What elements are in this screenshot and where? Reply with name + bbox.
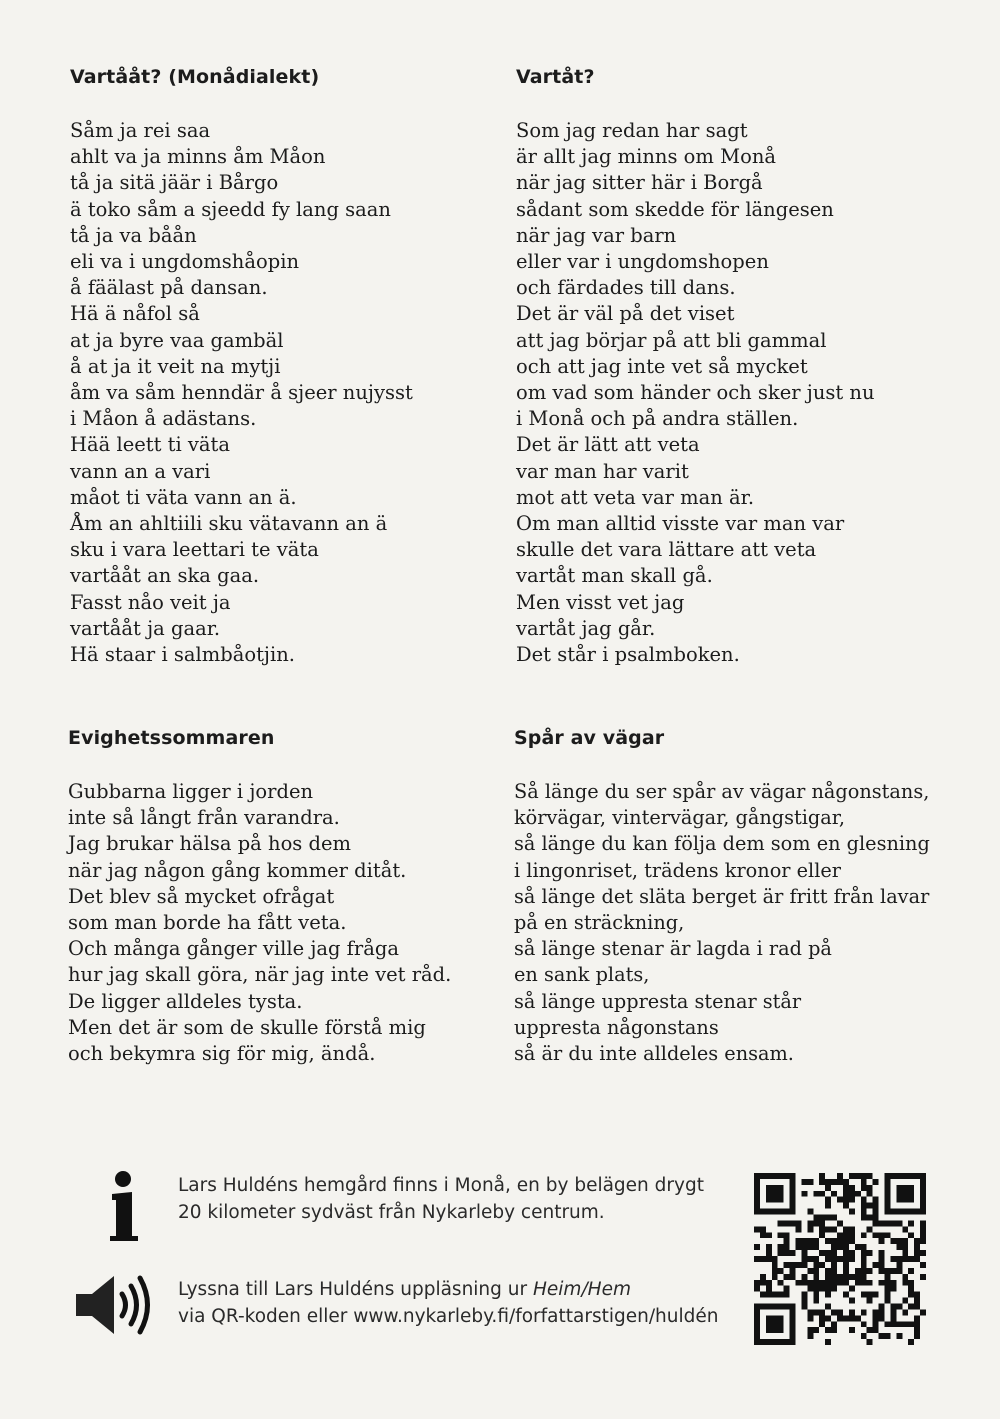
poem-line: tå ja sitä jäär i Bårgo: [70, 171, 279, 195]
poem-line: i lingonriset, trädens kronor eller: [514, 858, 842, 882]
poem-line: Det är väl på det viset: [516, 302, 735, 326]
poem-line: när jag någon gång kommer ditåt.: [68, 858, 407, 882]
poem-line: är allt jag minns om Monå: [516, 145, 777, 169]
poem-vartaat-dialect: [70, 64, 500, 668]
poem-line: sku i vara leettari te väta: [70, 538, 319, 562]
poem-line: så länge du kan följa dem som en glesning: [514, 832, 930, 856]
poem-title: Vartååt? (Monådialekt): [70, 66, 320, 88]
poem-line: skulle det vara lättare att veta: [516, 538, 817, 562]
poem-line: Så länge du ser spår av vägar någonstans,: [514, 780, 930, 803]
poem-line: Gubbarna ligger i jorden: [68, 780, 314, 803]
poem-line: Hää leett ti väta: [70, 433, 231, 457]
poem-title: Evighetssommaren: [68, 727, 275, 749]
poem-line: inte så långt från varandra.: [68, 806, 340, 830]
info-line: 20 kilometer sydväst från Nykarleby centrum.: [178, 1202, 605, 1223]
poem-title: Vartåt?: [516, 66, 595, 88]
poem-line: ä toko såm a sjeedd fy lang saan: [70, 197, 391, 221]
poem-body: [514, 779, 944, 1067]
poem-line: i Måon å adästans.: [70, 407, 257, 431]
poem-line: at ja byre vaa gambäl: [70, 328, 284, 352]
poem-line: Åm an ahltiili sku vätavann an ä: [70, 512, 388, 536]
poem-line: vann an a vari: [70, 459, 211, 483]
poem-line: Som jag redan har sagt: [516, 119, 748, 142]
poem-body: [516, 118, 946, 668]
poem-spar-av-vagar: [514, 725, 944, 1067]
audio-line-prefix: Lyssna till Lars Huldéns uppläsning ur: [178, 1279, 533, 1300]
poem-line: eller var i ungdomshopen: [516, 250, 769, 274]
poem-evighetssommaren: [68, 725, 498, 1067]
poem-line: å at ja it veit na mytji: [70, 354, 281, 378]
poem-line: Hä staar i salmbåotjin.: [70, 643, 295, 667]
poem-line: en sank plats,: [514, 963, 650, 987]
poem-line: vartåt man skall gå.: [516, 564, 713, 588]
poem-line: eli va i ungdomshåopin: [70, 250, 300, 274]
qr-code[interactable]: [754, 1173, 926, 1345]
audio-line: [178, 1276, 719, 1303]
poem-line: så länge stenar är lagda i rad på: [514, 937, 832, 961]
poem-line: Det blev så mycket ofrågat: [68, 884, 335, 908]
poem-body: [70, 118, 500, 668]
poem-line: Det är lätt att veta: [516, 433, 700, 457]
poem-line: hur jag skall göra, när jag inte vet råd.: [68, 963, 452, 987]
poem-line: att jag börjar på att bli gammal: [516, 328, 827, 352]
poem-line: när jag sitter här i Borgå: [516, 171, 763, 195]
poem-line: och att jag inte vet så mycket: [516, 354, 808, 378]
poem-line: så är du inte alldeles ensam.: [514, 1042, 794, 1066]
poem-line: sådant som skedde för längesen: [516, 197, 834, 221]
poem-line: Såm ja rei saa: [70, 119, 211, 142]
poem-line: åm va såm henndär å sjeer nujysst: [70, 381, 413, 405]
poem-line: tå ja va båån: [70, 223, 197, 247]
poem-line: som man borde ha fått veta.: [68, 911, 347, 935]
poem-title: Spår av vägar: [514, 727, 665, 749]
poem-line: så länge uppresta stenar står: [514, 989, 802, 1013]
poem-line: så länge det släta berget är fritt från lavar: [514, 884, 930, 908]
poem-line: var man har varit: [516, 459, 689, 483]
poem-line: Men visst vet jag: [516, 590, 685, 614]
speaker-icon[interactable]: [74, 1272, 156, 1338]
poem-line: och bekymra sig för mig, ändå.: [68, 1042, 376, 1066]
info-text: [178, 1172, 704, 1226]
poem-line: Hä ä nåfol så: [70, 302, 200, 326]
poem-line: vartååt ja gaar.: [70, 616, 221, 640]
poem-line: i Monå och på andra ställen.: [516, 407, 799, 431]
info-line: Lars Huldéns hemgård finns i Monå, en by belägen drygt: [178, 1175, 704, 1196]
poem-body: [68, 779, 498, 1067]
poem-line: vartååt an ska gaa.: [70, 564, 260, 588]
poem-line: om vad som händer och sker just nu: [516, 381, 875, 405]
poem-line: Om man alltid visste var man var: [516, 512, 845, 536]
info-icon: [108, 1170, 140, 1242]
poem-line: uppresta någonstans: [514, 1015, 719, 1039]
poem-line: på en sträckning,: [514, 911, 685, 935]
poem-line: å fäälast på dansan.: [70, 276, 268, 300]
poem-line: ahlt va ja minns åm Måon: [70, 145, 326, 169]
poem-line: körvägar, vintervägar, gångstigar,: [514, 806, 845, 830]
book-title: Heim/Hem: [533, 1279, 632, 1300]
poem-line: måot ti väta vann an ä.: [70, 485, 297, 509]
poem-line: mot att veta var man är.: [516, 485, 755, 509]
poem-line: Och många gånger ville jag fråga: [68, 937, 399, 961]
audio-link[interactable]: via QR-koden eller www.nykarleby.fi/forfattarstigen/huldén: [178, 1306, 719, 1327]
poem-vartat: [516, 64, 946, 668]
poem-line: Men det är som de skulle förstå mig: [68, 1015, 426, 1039]
audio-text: [178, 1276, 719, 1330]
poem-line: och färdades till dans.: [516, 276, 736, 300]
poem-line: när jag var barn: [516, 223, 677, 247]
poem-line: Jag brukar hälsa på hos dem: [68, 832, 352, 856]
poem-line: De ligger alldeles tysta.: [68, 989, 303, 1013]
poem-line: Det står i psalmboken.: [516, 643, 740, 667]
poem-line: vartåt jag går.: [516, 616, 656, 640]
poem-line: Fasst nåo veit ja: [70, 590, 231, 614]
